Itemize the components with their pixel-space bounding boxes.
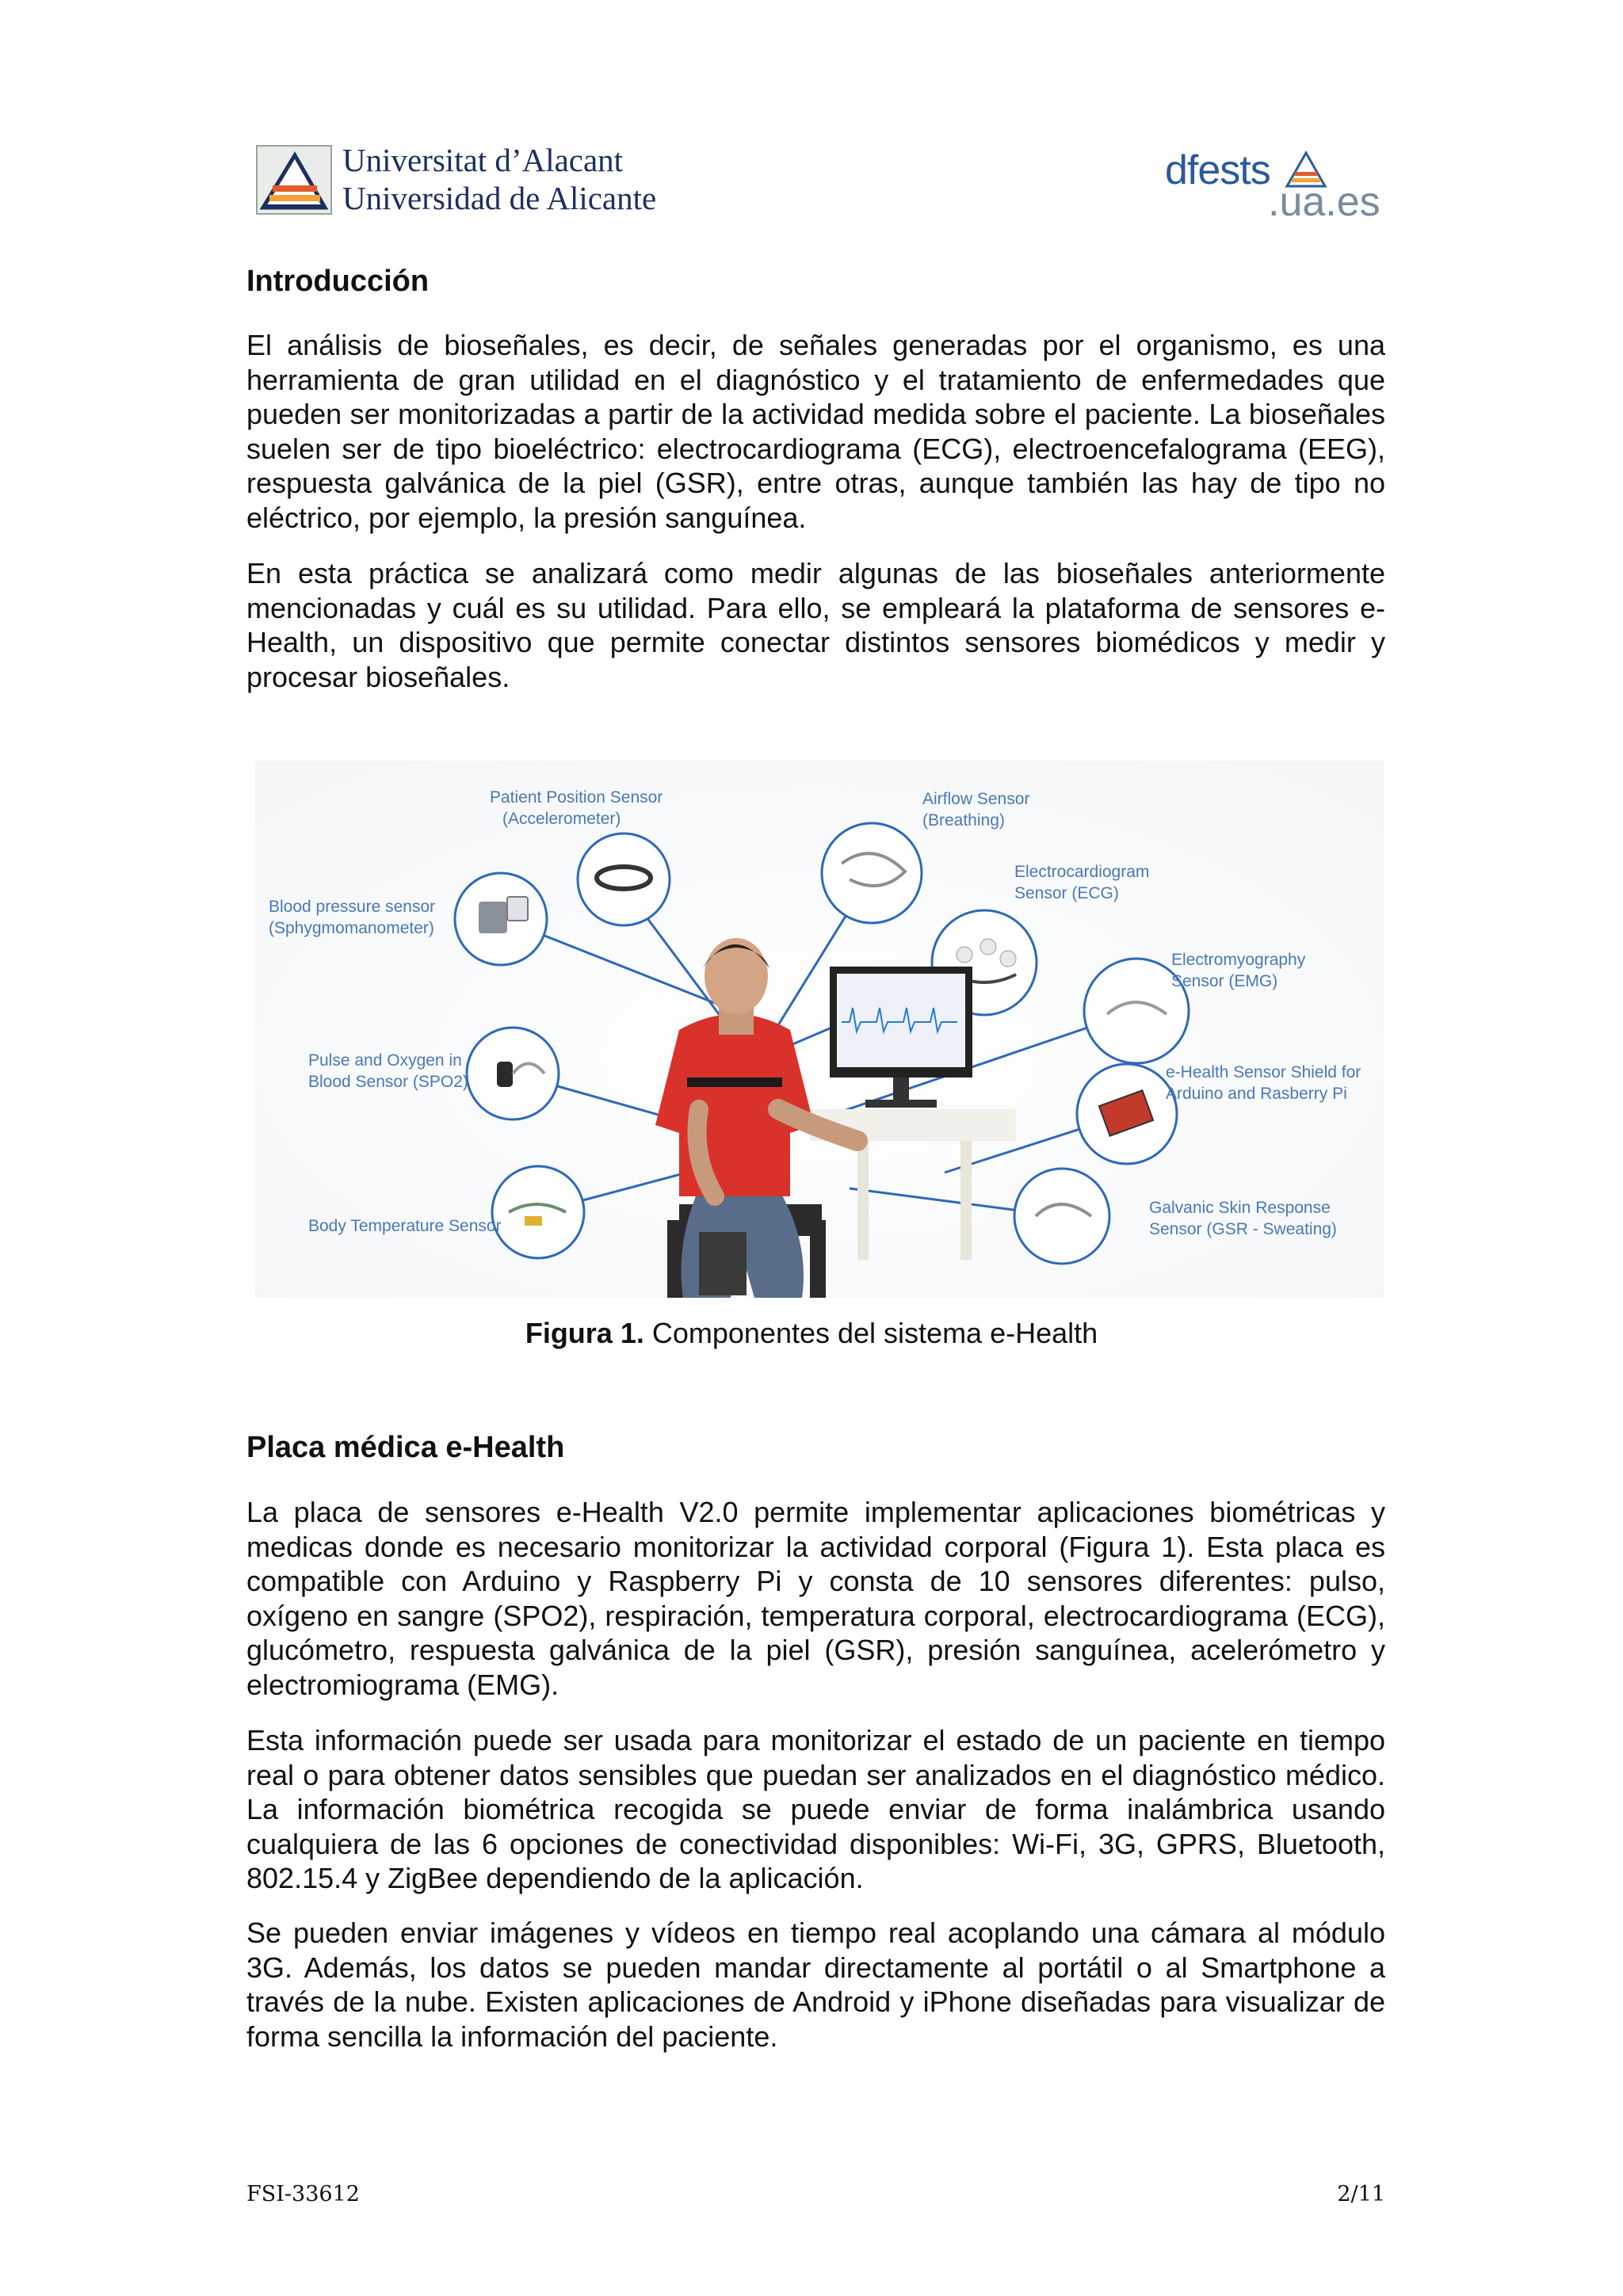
dfests-logo-text: dfests — [1165, 147, 1270, 193]
section-title-introduccion: Introducción — [246, 265, 430, 298]
label-emg-2: Sensor (EMG) — [1171, 972, 1278, 990]
university-name — [342, 141, 656, 217]
label-position-2: (Accelerometer) — [502, 810, 621, 828]
figure-caption — [0, 1317, 1623, 1350]
label-temp-1: Body Temperature Sensor — [308, 1217, 502, 1235]
university-name-line2: Universidad de Alicante — [342, 180, 657, 216]
label-pulse-1: Pulse and Oxygen in — [308, 1051, 462, 1070]
ehealth-figure — [255, 761, 1384, 1298]
label-ecg-1: Electrocardiogram — [1014, 863, 1150, 881]
body-temperature-sensor-icon — [492, 1166, 584, 1258]
dfests-domain-text: .ua.es — [1268, 179, 1381, 225]
placa-paragraph-1: La placa de sensores e-Health V2.0 permite implementar aplicaciones biométricas y medicas donde es necesario monitorizar la actividad corporal (Figura 1). Esta placa es compatible con Arduino y Raspberry Pi y consta de 10 sensores diferentes: pulso, oxígeno en sangre (SPO2), respiración, temperatura corporal, electrocardiograma (ECG), glucómetro, respuesta galvánica de la piel (GSR), presión sanguínea, acelerómetro y electromiograma (EMG). — [246, 1496, 1385, 1701]
label-blood-1: Blood pressure sensor — [269, 898, 436, 916]
gsr-sensor-icon — [1014, 1169, 1109, 1264]
label-position-1: Patient Position Sensor — [490, 788, 663, 807]
label-gsr-1: Galvanic Skin Response — [1149, 1199, 1331, 1217]
intro-paragraph-2: En esta práctica se analizará como medir algunas de las bioseñales anteriormente mencionadas y cuál es su utilidad. Para ello, se empleará la plataforma de sensores e-Health, un dispositivo que permite conectar distintos sensores biomédicos y medir y procesar bioseñales. — [246, 557, 1385, 693]
label-shield-1: e-Health Sensor Shield for — [1166, 1063, 1361, 1081]
ehealth-illustration — [255, 761, 1384, 1298]
chair — [699, 1232, 747, 1295]
label-shield-2: Arduino and Rasberry Pi — [1166, 1085, 1347, 1103]
label-airflow-2: (Breathing) — [922, 811, 1005, 830]
dfests-logo — [1165, 147, 1387, 226]
figure-caption-label: Figura 1. — [525, 1317, 644, 1349]
svg-text:Body Temperature Sensor — [308, 1217, 502, 1235]
label-ecg-2: Sensor (ECG) — [1014, 884, 1119, 902]
label-pulse-2: Blood Sensor (SPO2) — [308, 1073, 468, 1091]
placa-paragraph-2: Esta información puede ser usada para monitorizar el estado de un paciente en tiempo real o para obtener datos sensibles que puedan ser analizados en el diagnóstico médico. La información biométrica recogida se puede enviar de forma inalámbrica usando cualquiera de las 6 opciones de conectividad disponibles: Wi-Fi, 3G, GPRS, Bluetooth, 802.15.4 y ZigBee dependiendo de la aplicación. — [246, 1724, 1385, 1894]
airflow-sensor-icon — [822, 823, 922, 923]
figure-caption-text: Componentes del sistema e-Health — [643, 1317, 1098, 1349]
section-title-placa: Placa médica e-Health — [246, 1431, 565, 1464]
label-emg-1: Electromyography — [1171, 951, 1306, 969]
footer-page-number: 2/11 — [1337, 2182, 1385, 2206]
accelerometer-sensor-icon — [578, 833, 670, 925]
label-blood-2: (Sphygmomanometer) — [269, 919, 434, 937]
university-emblem-icon — [255, 144, 334, 217]
label-airflow-1: Airflow Sensor — [922, 790, 1030, 808]
label-gsr-2: Sensor (GSR - Sweating) — [1149, 1220, 1337, 1238]
intro-paragraph-1: El análisis de bioseñales, es decir, de señales generadas por el organismo, es una herramienta de gran utilidad en el diagnóstico y el tratamiento de enfermedades que pueden ser monitorizadas a partir de la actividad medida sobre el paciente. La bioseñales suelen ser de tipo bioeléctrico: electrocardiograma (ECG), electroencefalograma (EEG), respuesta galvánica de la piel (GSR), entre otras, aunque también las hay de tipo no eléctrico, por ejemplo, la presión sanguínea. — [246, 329, 1385, 534]
university-logo — [255, 141, 667, 220]
placa-paragraph-3: Se pueden enviar imágenes y vídeos en tiempo real acoplando una cámara al módulo 3G. Además, los datos se pueden mandar directamente al portátil o al Smartphone a través de la nube. Existen aplicaciones de Android y iPhone diseñadas para visualizar de forma sencilla la información del paciente. — [246, 1917, 1385, 2053]
footer-course-code: FSI-33612 — [246, 2182, 360, 2206]
university-name-line1: Universitat d’Alacant — [342, 142, 624, 178]
